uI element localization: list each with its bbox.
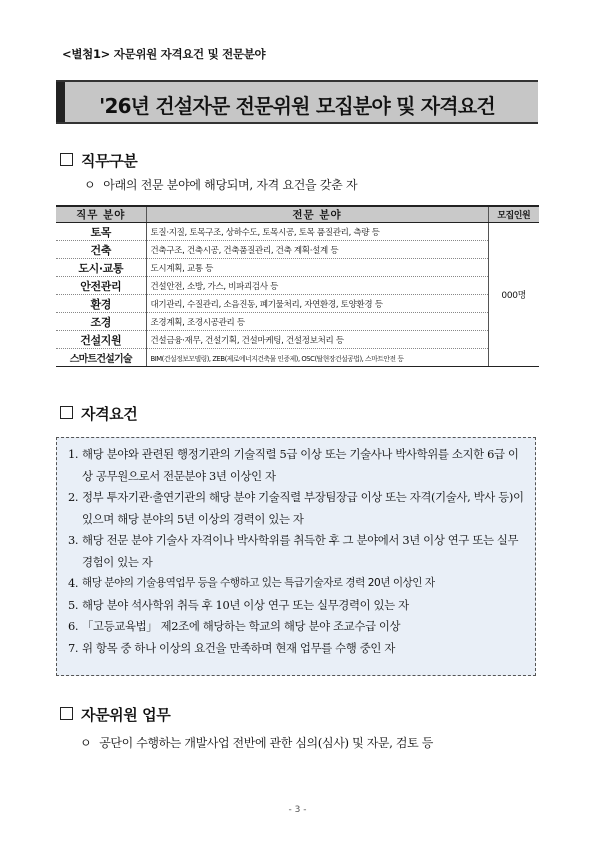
job-category: 건설지원: [56, 331, 146, 349]
section-heading-text: 자격요건: [81, 405, 138, 423]
item-text: 해당 분야의 기술용역업무 등을 수행하고 있는 특급기술자로 경력 20년 이상인 자: [82, 577, 435, 589]
item-number: 1.: [68, 447, 79, 461]
item-text: 「고등교육법」 제2조에 해당하는 학교의 해당 분야 조교수급 이상: [82, 619, 401, 633]
specialty-fields: 조경계획, 조경시공관리 등: [146, 313, 488, 331]
job-category: 도시·교통: [56, 259, 146, 277]
item-text: 위 항목 중 하나 이상의 요건을 만족하며 현재 업무를 수행 중인 자: [82, 640, 395, 655]
requirements-box: [56, 437, 536, 676]
recruit-count: 000명: [488, 223, 539, 367]
checkbox-square-icon: [60, 406, 73, 419]
table-row: [56, 331, 539, 349]
item-number: 2.: [68, 490, 79, 504]
section-description: [84, 176, 357, 193]
specialty-fields: BIM(건설정보모델링), ZEB(제로에너지건축물 인증제), OSC(탈현장건설공법), 스마트안전 등: [146, 349, 488, 367]
description-text: 아래의 전문 분야에 해당되며, 자격 요건을 갖춘 자: [103, 178, 358, 192]
item-text: 해당 분야와 관련된 행정기관의 기술직렬 5급 이상 또는 기술사나 박사학위를 소지한 6급 이상 공무원으로서 전문분야 3년 이상인 자: [82, 447, 519, 483]
checkbox-square-icon: [60, 153, 73, 166]
table-row: [56, 277, 539, 295]
specialty-fields: 도시계획, 교통 등: [146, 259, 488, 277]
section-heading-text: 자문위원 업무: [81, 706, 171, 724]
bullet-mark: ㅇ: [84, 178, 96, 192]
item-text: 정부 투자기관·출연기관의 해당 분야 기술직렬 부장팀장급 이상 또는 자격(기술사, 박사 등)이 있으며 해당 분야의 5년 이상의 경력이 있는 자: [82, 490, 524, 526]
description-text: 공단이 수행하는 개발사업 전반에 관한 심의(심사) 및 자문, 검토 등: [99, 736, 433, 750]
job-category: 토목: [56, 223, 146, 241]
bullet-mark: ㅇ: [80, 736, 92, 750]
column-header: 전문 분야: [146, 206, 488, 223]
job-category: 스마트건설기술: [56, 349, 146, 367]
table-row: [56, 313, 539, 331]
item-number: 3.: [68, 533, 79, 547]
job-category: 건축: [56, 241, 146, 259]
specialty-fields: 대기관리, 수질관리, 소음진동, 폐기물처리, 자연환경, 토양환경 등: [146, 295, 488, 313]
section-heading-qualifications: [60, 403, 137, 424]
table-header-row: [56, 206, 539, 223]
section-heading-job-category: [60, 150, 137, 171]
specialty-fields: 건설금융·재무, 건설기획, 건설마케팅, 건설정보처리 등: [146, 331, 488, 349]
section-heading-text: 직무구분: [81, 152, 138, 170]
list-item: [68, 573, 527, 595]
column-header: 모집인원: [488, 206, 539, 223]
page-number: - 3 -: [288, 805, 307, 815]
list-item: [68, 530, 527, 573]
fields-table: [56, 205, 539, 367]
job-category: 조경: [56, 313, 146, 331]
table-row: [56, 259, 539, 277]
item-number: 5.: [68, 597, 79, 612]
page-title: '26년 건설자문 전문위원 모집분야 및 자격요건: [99, 94, 495, 118]
attachment-label: <별첨1> 자문위원 자격요건 및 전문분야: [62, 47, 266, 61]
specialty-fields: 토질·지질, 토목구조, 상하수도, 토목시공, 토목 품질관리, 측량 등: [146, 223, 488, 241]
item-number: 4.: [68, 576, 79, 590]
table-row: [56, 241, 539, 259]
section-heading-duties: [60, 704, 170, 725]
table-row: [56, 223, 539, 241]
table-row: [56, 295, 539, 313]
job-category: 환경: [56, 295, 146, 313]
column-header: 직무 분야: [56, 206, 146, 223]
specialty-fields: 건설안전, 소방, 가스, 비파괴검사 등: [146, 277, 488, 295]
title-banner: [56, 80, 538, 124]
specialty-fields: 건축구조, 건축시공, 건축품질관리, 건축 계획·설계 등: [146, 241, 488, 259]
list-item: [68, 444, 527, 487]
list-item: [68, 595, 527, 617]
item-text: 해당 전문 분야 기술사 자격이나 박사학위를 취득한 후 그 분야에서 3년 이상 연구 또는 실무경험이 있는 자: [82, 533, 519, 569]
item-number: 6.: [68, 619, 79, 633]
list-item: [68, 616, 527, 638]
item-text: 해당 분야 석사학위 취득 후 10년 이상 연구 또는 실무경력이 있는 자: [82, 597, 409, 612]
job-category: 안전관리: [56, 277, 146, 295]
requirements-list: [57, 438, 535, 659]
item-number: 7.: [68, 640, 79, 655]
list-item: [68, 638, 527, 660]
table-row: [56, 349, 539, 367]
section-description: [80, 734, 433, 751]
checkbox-square-icon: [60, 707, 73, 720]
list-item: [68, 487, 527, 530]
